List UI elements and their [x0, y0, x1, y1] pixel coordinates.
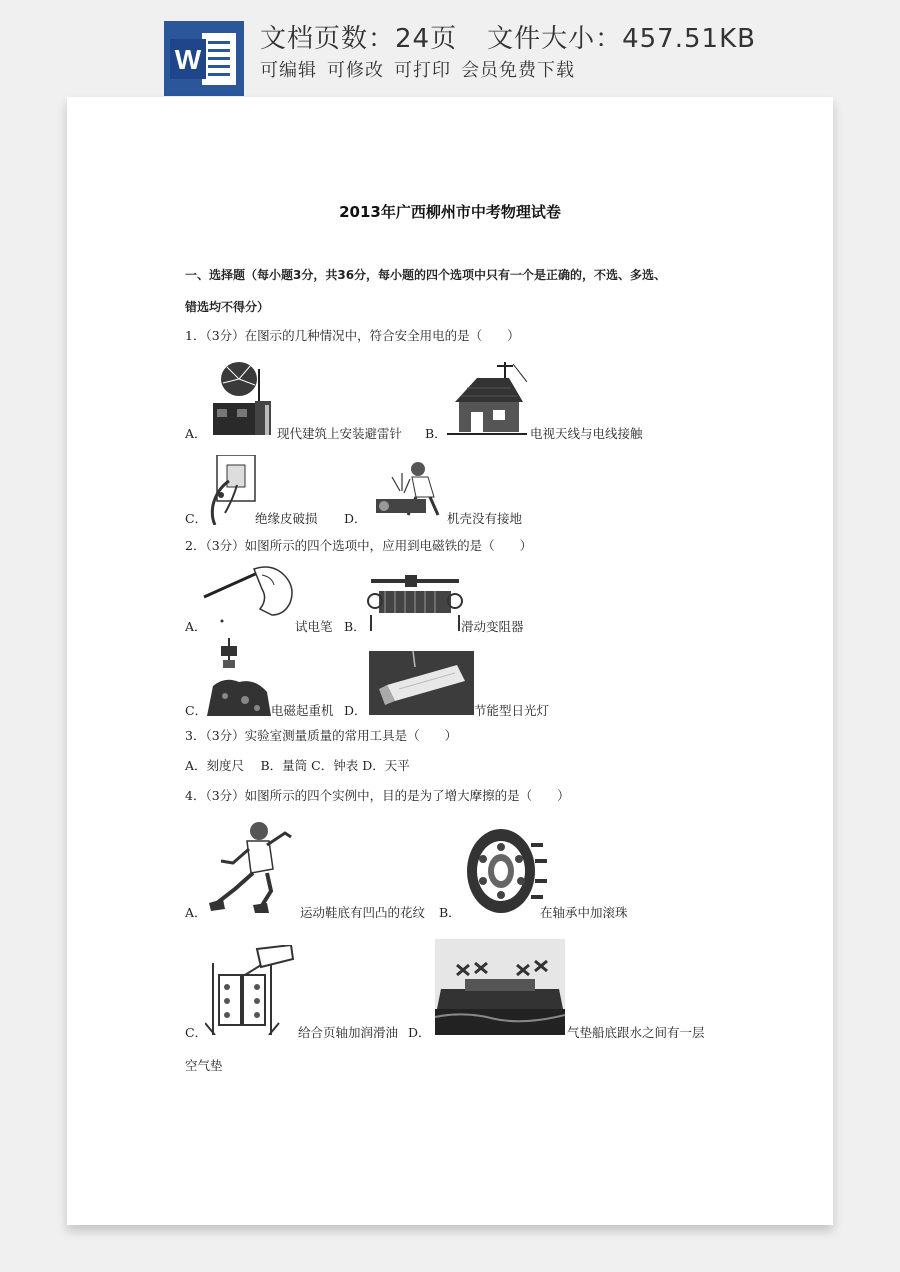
- q2-option-a-text: 试电笔: [295, 619, 333, 634]
- section-heading: [185, 259, 745, 323]
- q2-option-b-letter: B．: [344, 619, 366, 634]
- file-size: 文件大小：457.51KB: [487, 24, 756, 54]
- download-banner: [0, 0, 900, 96]
- page-title: 2013年广西柳州市中考物理试卷: [339, 203, 561, 221]
- q4-option-a-letter: A．: [185, 905, 207, 920]
- q2-fluorescent-lamp-image: [369, 651, 474, 715]
- q4-option-b-text: 在轴承中加滚珠: [540, 905, 628, 920]
- q1-damaged-wire-image: [207, 455, 257, 525]
- section-heading-line2: 错选均不得分）: [185, 300, 270, 314]
- q4-hovercraft-image: [435, 939, 565, 1035]
- q1-tv-antenna-image: [447, 362, 527, 437]
- q1-option-b-text: 电视天线与电线接触: [530, 426, 643, 441]
- file-info: [260, 18, 756, 55]
- feature-editable: 可编辑: [260, 60, 317, 81]
- q4-option-d-letter: D．: [408, 1025, 431, 1040]
- q1-option-c-letter: C．: [185, 511, 208, 526]
- q1-option-c-text: 绝缘皮破损: [255, 511, 318, 526]
- q1-option-b-letter: B．: [425, 426, 447, 441]
- q1-ungrounded-machine-image: [372, 459, 452, 521]
- q4-option-c-letter: C．: [185, 1025, 208, 1040]
- q2-option-b-text: 滑动变阻器: [461, 619, 524, 634]
- q1-lightning-rod-image: [207, 359, 275, 437]
- q4-option-c-text: 给合页轴加润滑油: [298, 1025, 399, 1040]
- q1-option-d-letter: D．: [344, 511, 367, 526]
- q4-hinge-oil-image: [205, 945, 295, 1035]
- q4-option-a-text: 运动鞋底有凹凸的花纹: [300, 905, 426, 920]
- feature-list: [260, 56, 585, 82]
- svg-text:W: W: [174, 44, 202, 75]
- q1-option-a-letter: A．: [185, 426, 207, 441]
- q2-option-d-text: 节能型日光灯: [474, 703, 550, 718]
- q4-running-shoe-image: [207, 819, 297, 915]
- feature-member-download: 会员免费下载: [461, 60, 575, 81]
- q1-option-d-text: 机壳没有接地: [447, 511, 523, 526]
- q4-option-d-text-continued: 空气垫: [185, 1058, 223, 1073]
- q2-option-c-letter: C．: [185, 703, 208, 718]
- q3-stem: 3．（3分）实验室测量质量的常用工具是（ ）: [185, 728, 458, 743]
- q4-option-b-letter: B．: [439, 905, 461, 920]
- q1-option-a-text: 现代建筑上安装避雷针: [277, 426, 403, 441]
- section-heading-line1: 一、选择题（每小题3分，共36分，每小题的四个选项中只有一个是正确的，不选、多选、: [185, 268, 667, 282]
- q2-option-c-text: 电磁起重机: [271, 703, 334, 718]
- feature-printable: 可打印: [394, 60, 451, 81]
- q2-stem: 2．（3分）如图所示的四个选项中，应用到电磁铁的是（ ）: [185, 538, 533, 553]
- q2-option-d-letter: D．: [344, 703, 367, 718]
- q1-stem: 1．（3分）在图示的几种情况中，符合安全用电的是（ ）: [185, 328, 520, 343]
- q4-ball-bearing-image: [459, 825, 547, 917]
- q3-options: A．刻度尺 B．量筒 C．钟表 D．天平: [185, 758, 410, 773]
- word-document-icon: [164, 21, 244, 96]
- q4-stem: 4．（3分）如图所示的四个实例中，目的是为了增大摩擦的是（ ）: [185, 788, 570, 803]
- q2-option-a-letter: A．: [185, 619, 207, 634]
- page-count: 文档页数：24页: [260, 24, 458, 54]
- q2-test-pen-image: [202, 565, 297, 623]
- feature-modifiable: 可修改: [327, 60, 384, 81]
- q4-option-d-text: 气垫船底跟水之间有一层: [567, 1025, 705, 1040]
- q2-rheostat-image: [367, 575, 463, 633]
- q2-electromagnetic-crane-image: [205, 638, 271, 716]
- document-page: [67, 97, 833, 1225]
